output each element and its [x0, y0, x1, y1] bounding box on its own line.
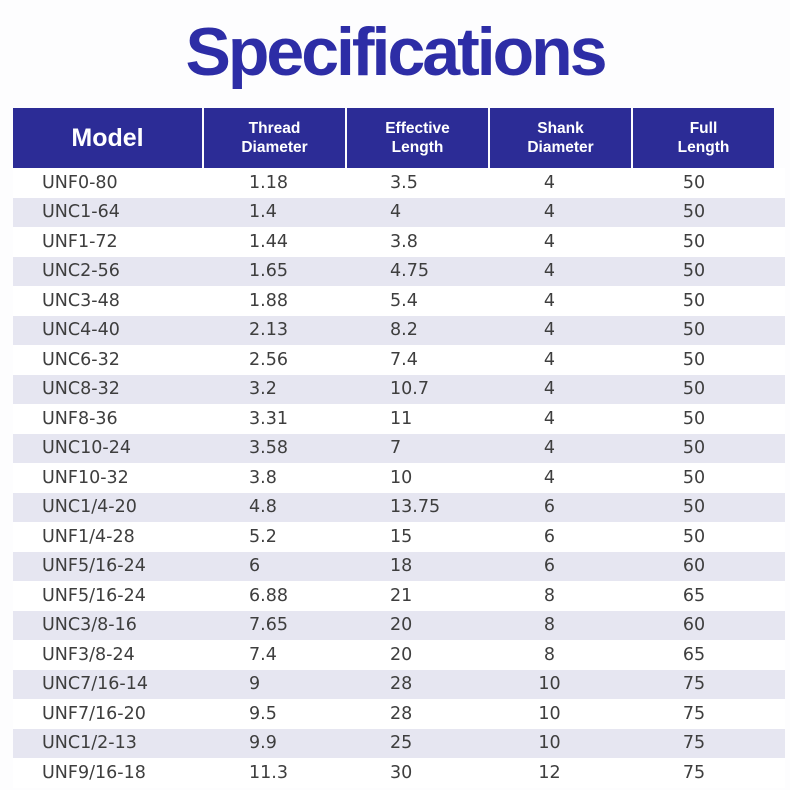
cell-effective-length: 10.7 — [390, 379, 429, 400]
cell-shank-diameter: 4 — [543, 231, 556, 252]
table-row — [13, 611, 785, 641]
cell-full-length: 75 — [682, 703, 706, 724]
cell-model: UNF7/16-20 — [42, 703, 146, 724]
cell-effective-length: 20 — [390, 644, 413, 665]
cell-effective-length: 18 — [390, 556, 413, 577]
cell-full-length: 50 — [682, 261, 706, 282]
cell-model: UNC1/4-20 — [42, 497, 137, 518]
cell-full-length: 50 — [682, 467, 706, 488]
table-row — [13, 375, 785, 405]
cell-thread-diameter: 1.18 — [249, 172, 288, 193]
cell-thread-diameter: 7.65 — [249, 615, 288, 636]
table-row — [13, 316, 785, 346]
cell-thread-diameter: 1.44 — [249, 231, 288, 252]
cell-full-length: 60 — [682, 556, 706, 577]
cell-full-length: 75 — [682, 762, 706, 783]
cell-thread-diameter: 3.58 — [249, 438, 288, 459]
cell-effective-length: 5.4 — [390, 290, 418, 311]
cell-full-length: 50 — [682, 320, 706, 341]
table-row — [13, 286, 785, 316]
cell-shank-diameter: 6 — [543, 497, 556, 518]
table-row — [13, 257, 785, 287]
cell-effective-length: 4.75 — [390, 261, 429, 282]
cell-model: UNC10-24 — [42, 438, 131, 459]
page-title: Specifications — [185, 14, 605, 90]
table-row — [13, 670, 785, 700]
cell-shank-diameter: 4 — [543, 320, 556, 341]
cell-effective-length: 7.4 — [390, 349, 418, 370]
table-row — [13, 640, 785, 670]
cell-effective-length: 15 — [390, 526, 413, 547]
cell-model: UNF1/4-28 — [42, 526, 135, 547]
cell-model: UNF9/16-18 — [42, 762, 146, 783]
cell-full-length: 75 — [682, 674, 706, 695]
cell-effective-length: 30 — [390, 762, 413, 783]
cell-thread-diameter: 5.2 — [249, 526, 277, 547]
cell-model: UNC7/16-14 — [42, 674, 148, 695]
cell-shank-diameter: 10 — [538, 703, 561, 724]
cell-model: UNC1-64 — [42, 202, 120, 223]
spec-table — [13, 108, 785, 788]
column-header-effective-length — [347, 108, 488, 168]
cell-thread-diameter: 2.56 — [249, 349, 288, 370]
cell-full-length: 50 — [682, 349, 706, 370]
cell-thread-diameter: 7.4 — [249, 644, 277, 665]
table-row — [13, 699, 785, 729]
table-row — [13, 404, 785, 434]
cell-thread-diameter: 9 — [249, 674, 261, 695]
cell-effective-length: 28 — [390, 674, 413, 695]
cell-shank-diameter: 10 — [538, 733, 561, 754]
cell-model: UNF0-80 — [42, 172, 118, 193]
cell-model: UNF8-36 — [42, 408, 118, 429]
cell-full-length: 65 — [682, 585, 706, 606]
column-header-label-line1: Full — [689, 120, 718, 137]
cell-thread-diameter: 1.65 — [249, 261, 288, 282]
cell-shank-diameter: 12 — [538, 762, 561, 783]
cell-effective-length: 4 — [390, 202, 402, 223]
cell-effective-length: 11 — [390, 408, 413, 429]
table-row — [13, 198, 785, 228]
cell-thread-diameter: 3.31 — [249, 408, 288, 429]
cell-shank-diameter: 4 — [543, 408, 556, 429]
cell-thread-diameter: 11.3 — [249, 762, 288, 783]
column-header-label-line2: Diameter — [241, 139, 308, 156]
cell-full-length: 50 — [682, 526, 706, 547]
cell-full-length: 50 — [682, 438, 706, 459]
cell-shank-diameter: 8 — [543, 615, 556, 636]
cell-model: UNF5/16-24 — [42, 556, 146, 577]
table-row — [13, 168, 785, 198]
column-header-full-length — [633, 108, 774, 168]
cell-shank-diameter: 8 — [543, 644, 556, 665]
cell-shank-diameter: 4 — [543, 379, 556, 400]
cell-effective-length: 21 — [390, 585, 413, 606]
cell-thread-diameter: 4.8 — [249, 497, 277, 518]
cell-shank-diameter: 6 — [543, 556, 556, 577]
cell-full-length: 50 — [682, 172, 706, 193]
column-header-label-line2: Length — [391, 139, 444, 156]
column-header-shank-diameter — [490, 108, 631, 168]
cell-thread-diameter: 1.4 — [249, 202, 277, 223]
table-row — [13, 729, 785, 759]
table-row — [13, 493, 785, 523]
cell-thread-diameter: 6.88 — [249, 585, 288, 606]
cell-full-length: 50 — [682, 379, 706, 400]
cell-effective-length: 3.5 — [390, 172, 418, 193]
table-row — [13, 758, 785, 788]
column-header-label-line2: Diameter — [527, 139, 594, 156]
table-row — [13, 463, 785, 493]
cell-model: UNC1/2-13 — [42, 733, 137, 754]
cell-thread-diameter: 2.13 — [249, 320, 288, 341]
column-header-label: Model — [71, 124, 144, 152]
column-header-label-line1: Shank — [537, 120, 584, 137]
cell-effective-length: 3.8 — [390, 231, 418, 252]
cell-effective-length: 8.2 — [390, 320, 418, 341]
cell-shank-diameter: 8 — [543, 585, 556, 606]
cell-effective-length: 25 — [390, 733, 413, 754]
cell-shank-diameter: 4 — [543, 349, 556, 370]
cell-shank-diameter: 4 — [543, 467, 556, 488]
cell-model: UNC8-32 — [42, 379, 120, 400]
column-header-label-line1: Thread — [248, 120, 301, 137]
table-row — [13, 227, 785, 257]
table-body — [13, 168, 785, 788]
cell-model: UNF5/16-24 — [42, 585, 146, 606]
table-row — [13, 345, 785, 375]
cell-model: UNF1-72 — [42, 231, 118, 252]
cell-model: UNC3/8-16 — [42, 615, 137, 636]
table-row — [13, 552, 785, 582]
cell-model: UNC6-32 — [42, 349, 120, 370]
table-row — [13, 522, 785, 552]
cell-full-length: 60 — [682, 615, 706, 636]
column-header-label-line1: Effective — [385, 120, 450, 137]
cell-full-length: 50 — [682, 202, 706, 223]
cell-model: UNF3/8-24 — [42, 644, 135, 665]
cell-thread-diameter: 9.5 — [249, 703, 277, 724]
cell-shank-diameter: 4 — [543, 202, 556, 223]
cell-thread-diameter: 3.8 — [249, 467, 277, 488]
cell-shank-diameter: 4 — [543, 438, 556, 459]
column-header-model — [13, 108, 202, 168]
column-header-label-line2: Length — [677, 139, 730, 156]
cell-full-length: 50 — [682, 231, 706, 252]
cell-thread-diameter: 3.2 — [249, 379, 277, 400]
cell-thread-diameter: 6 — [249, 556, 261, 577]
cell-full-length: 65 — [682, 644, 706, 665]
cell-model: UNF10-32 — [42, 467, 129, 488]
table-row — [13, 581, 785, 611]
cell-shank-diameter: 4 — [543, 261, 556, 282]
cell-effective-length: 20 — [390, 615, 413, 636]
cell-thread-diameter: 1.88 — [249, 290, 288, 311]
cell-thread-diameter: 9.9 — [249, 733, 277, 754]
cell-full-length: 50 — [682, 290, 706, 311]
cell-shank-diameter: 6 — [543, 526, 556, 547]
cell-model: UNC2-56 — [42, 261, 120, 282]
cell-full-length: 50 — [682, 497, 706, 518]
cell-model: UNC3-48 — [42, 290, 120, 311]
cell-full-length: 75 — [682, 733, 706, 754]
cell-shank-diameter: 4 — [543, 172, 556, 193]
cell-effective-length: 7 — [390, 438, 402, 459]
cell-shank-diameter: 10 — [538, 674, 561, 695]
cell-effective-length: 28 — [390, 703, 413, 724]
cell-model: UNC4-40 — [42, 320, 120, 341]
column-header-thread-diameter — [204, 108, 345, 168]
cell-effective-length: 13.75 — [390, 497, 441, 518]
table-row — [13, 434, 785, 464]
cell-effective-length: 10 — [390, 467, 413, 488]
cell-full-length: 50 — [682, 408, 706, 429]
table-header-row — [13, 108, 774, 168]
cell-shank-diameter: 4 — [543, 290, 556, 311]
